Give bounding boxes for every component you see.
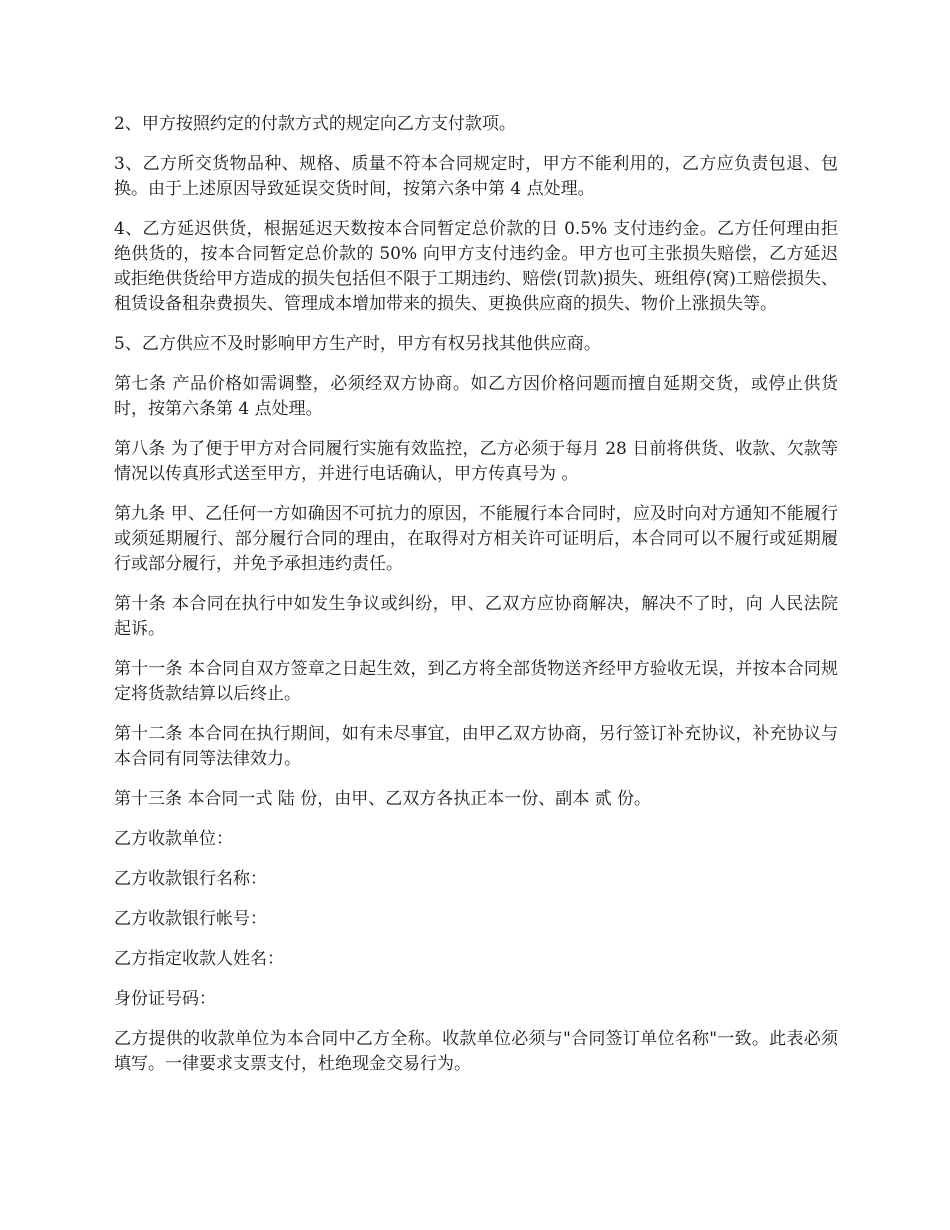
clause-4-late-supply-penalty: 4、乙方延迟供货，根据延迟天数按本合同暂定总价款的日 0.5% 支付违约金。乙方任何理由拒绝供货的，按本合同暂定总价款的 50% 向甲方支付违约金。甲方也可主张损失赔偿，乙方延迟或拒绝供货给甲方造成的损失包括但不限于工期违约、赔偿(罚款)损失、班组停(窝)工赔偿损失、租赁设备租杂费损失、管理成本增加带来的损失、更换供应商的损失、物价上涨损失等。 xyxy=(114,219,838,314)
payment-note: 乙方提供的收款单位为本合同中乙方全称。收款单位必须与"合同签订单位名称"一致。此表必须填写。一律要求支票支付，杜绝现金交易行为。 xyxy=(114,1029,838,1074)
clause-2-payment: 2、甲方按照约定的付款方式的规定向乙方支付款项。 xyxy=(114,114,516,134)
article-11-effectiveness: 第十一条 本合同自双方签章之日起生效，到乙方将全部货物送齐经甲方验收无误，并按本合同规定将货款结算以后终止。 xyxy=(114,659,838,704)
article-13-copies: 第十三条 本合同一式 陆 份，由甲、乙双方各执正本一份、副本 贰 份。 xyxy=(114,789,652,809)
clause-5-other-supplier: 5、乙方供应不及时影响甲方生产时，甲方有权另找其他供应商。 xyxy=(114,334,601,354)
article-8-monitoring: 第八条 为了便于甲方对合同履行实施有效监控，乙方必须于每月 28 日前将供货、收款、欠款等情况以传真形式送至甲方，并进行电话确认，甲方传真号为 。 xyxy=(114,439,838,484)
article-12-supplementary: 第十二条 本合同在执行期间，如有未尽事宜，由甲乙双方协商，另行签订补充协议，补充协议与本合同有同等法律效力。 xyxy=(114,724,838,769)
payee-unit-field: 乙方收款单位： xyxy=(114,829,233,849)
payee-bank-name-field: 乙方收款银行名称： xyxy=(114,869,267,889)
article-10-disputes: 第十条 本合同在执行中如发生争议或纠纷，甲、乙双方应协商解决，解决不了时，向 人民法院起诉。 xyxy=(114,594,838,639)
clause-3-return-exchange: 3、乙方所交货物品种、规格、质量不符本合同规定时，甲方不能利用的，乙方应负责包退、包换。由于上述原因导致延误交货时间，按第六条中第 4 点处理。 xyxy=(114,154,838,199)
document-body xyxy=(114,112,838,1092)
id-number-field: 身份证号码： xyxy=(114,989,216,1009)
payee-person-name-field: 乙方指定收款人姓名： xyxy=(114,949,284,969)
payee-bank-account-field: 乙方收款银行帐号： xyxy=(114,909,267,929)
article-7-price-adjustment: 第七条 产品价格如需调整，必须经双方协商。如乙方因价格问题而擅自延期交货，或停止供货时，按第六条第 4 点处理。 xyxy=(114,374,838,419)
article-9-force-majeure: 第九条 甲、乙任何一方如确因不可抗力的原因，不能履行本合同时，应及时向对方通知不能履行或须延期履行、部分履行合同的理由，在取得对方相关许可证明后，本合同可以不履行或延期履行或部分履行，并免予承担违约责任。 xyxy=(114,504,838,574)
